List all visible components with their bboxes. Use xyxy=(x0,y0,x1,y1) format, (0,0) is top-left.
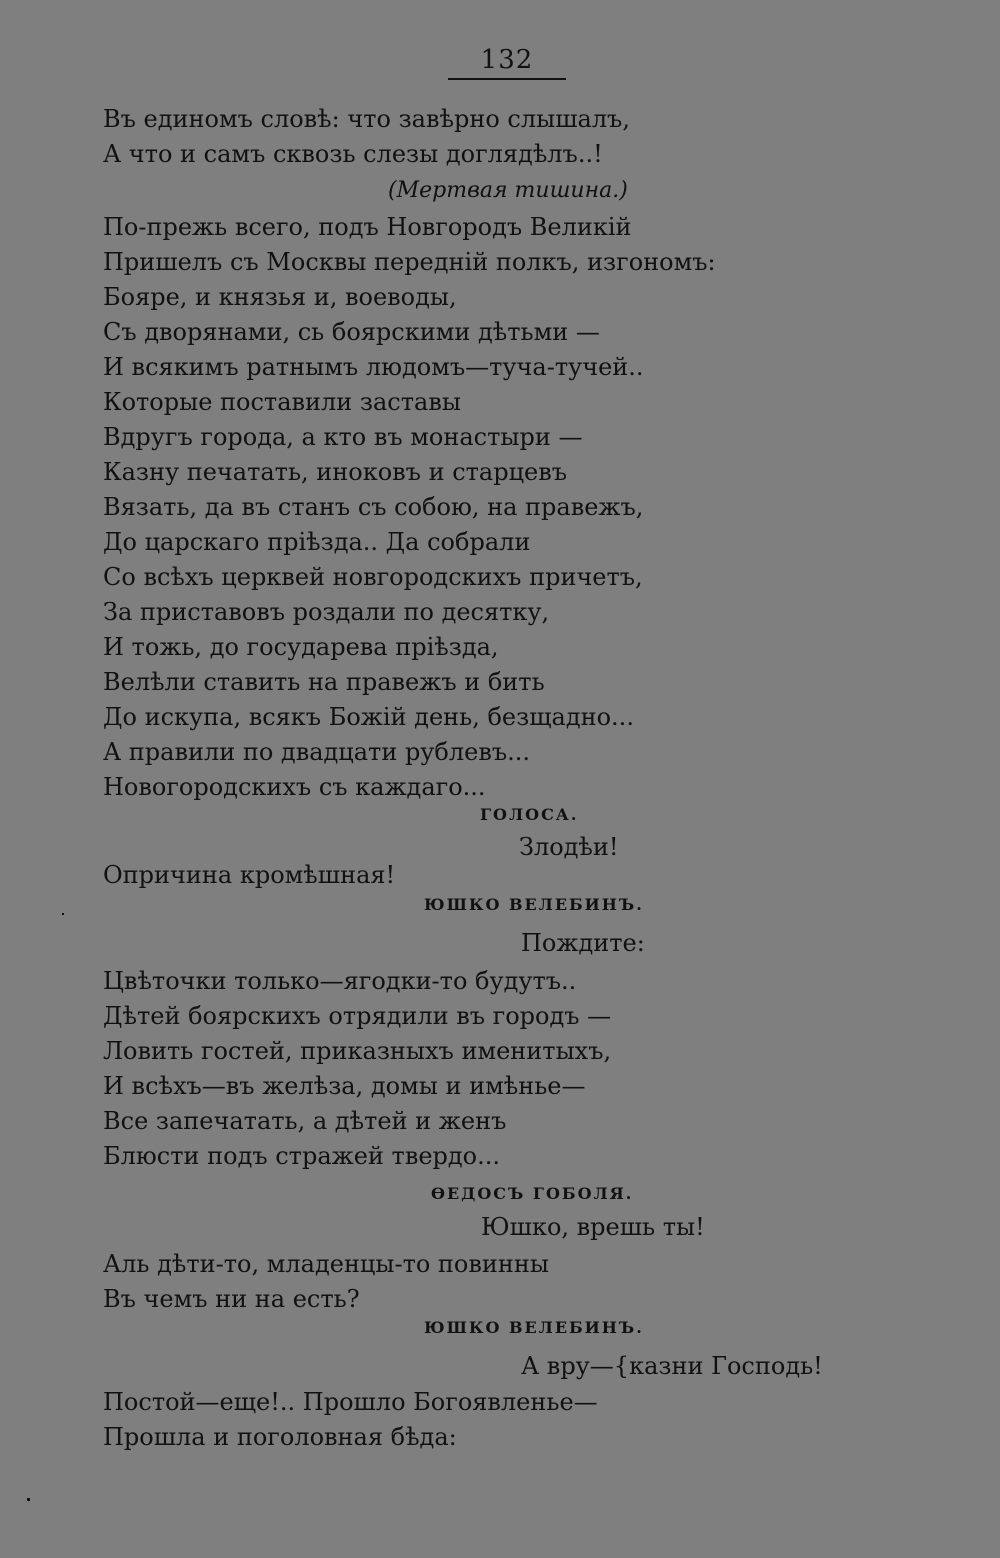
verse-line: Бояре, и князья и, воеводы, xyxy=(103,283,457,311)
verse-line: Блюсти подъ стражей твердо... xyxy=(103,1142,501,1170)
speaker-name: ЮШКО ВЕЛЕБИНЪ. xyxy=(424,1318,644,1337)
stage-direction: (Мертвая тишина.) xyxy=(388,178,628,203)
speaker-reply: Юшко, врешь ты! xyxy=(481,1213,705,1241)
verse-line: Прошла и поголовная бѣда: xyxy=(103,1423,457,1451)
verse-line: Ловить гостей, приказныхъ именитыхъ, xyxy=(103,1037,612,1065)
speaker-name: ГОЛОСА. xyxy=(480,805,579,824)
verse-line: Казну печатать, иноковъ и старцевъ xyxy=(103,458,568,486)
verse-line: За приставовъ роздали по десятку, xyxy=(103,598,550,626)
verse-line: До искупа, всякъ Божій день, безщадно... xyxy=(103,703,634,731)
print-speck xyxy=(27,1498,30,1501)
verse-line: Которые поставили заставы xyxy=(103,388,461,416)
speaker-name: ЮШКО ВЕЛЕБИНЪ. xyxy=(424,895,644,914)
verse-line: Со всѣхъ церквей новгородскихъ причетъ, xyxy=(103,563,643,591)
page-number: 132 xyxy=(480,45,534,75)
verse-line: И всякимъ ратнымъ людомъ—туча-тучей.. xyxy=(103,353,644,381)
print-speck xyxy=(62,913,64,915)
verse-line: Въ единомъ словѣ: что завѣрно слышалъ, xyxy=(103,105,630,133)
verse-line: Въ чемъ ни на есть? xyxy=(103,1285,360,1313)
speaker-reply: А вру—{казни Господь! xyxy=(521,1352,823,1380)
verse-line: Цвѣточки только—ягодки-то будутъ.. xyxy=(103,967,577,995)
verse-line: И тожь, до государева прiѣзда, xyxy=(103,633,499,661)
verse-line: Дѣтей боярскихъ отрядили въ городъ — xyxy=(103,1002,612,1030)
verse-line: Аль дѣти-то, младенцы-то повинны xyxy=(103,1250,549,1278)
verse-line: Вдругъ города, а кто въ монастыри — xyxy=(103,423,583,451)
verse-line: Съ дворянами, сь боярскими дѣтьми — xyxy=(103,318,600,346)
verse-line: До царскаго прiѣзда.. Да собрали xyxy=(103,528,531,556)
verse-line: Постой—еще!.. Прошло Богоявленье— xyxy=(103,1388,598,1416)
verse-line: Все запечатать, а дѣтей и женъ xyxy=(103,1107,507,1135)
verse-line: Пришелъ съ Москвы передній полкъ, изгономъ: xyxy=(103,248,716,276)
verse-line: И всѣхъ—въ желѣза, домы и имѣнье— xyxy=(103,1072,586,1100)
verse-line: Опричина кромѣшная! xyxy=(103,861,396,889)
speaker-reply: Пождите: xyxy=(521,929,645,957)
verse-line: Велѣли ставить на правежъ и бить xyxy=(103,668,545,696)
verse-line: А правили по двадцати рублевъ... xyxy=(103,738,530,766)
verse-line: А что и самъ сквозь слезы доглядѣлъ..! xyxy=(103,140,603,168)
speaker-name: ѲЕДОСЪ ГОБОЛЯ. xyxy=(431,1184,634,1203)
verse-line: По-прежь всего, подъ Новгородъ Великій xyxy=(103,213,632,241)
page-number-rule xyxy=(448,78,566,80)
speaker-reply: Злодѣи! xyxy=(519,833,619,861)
verse-line: Новогородскихъ съ каждаго... xyxy=(103,773,486,801)
verse-line: Вязать, да въ станъ съ собою, на правежъ, xyxy=(103,493,644,521)
